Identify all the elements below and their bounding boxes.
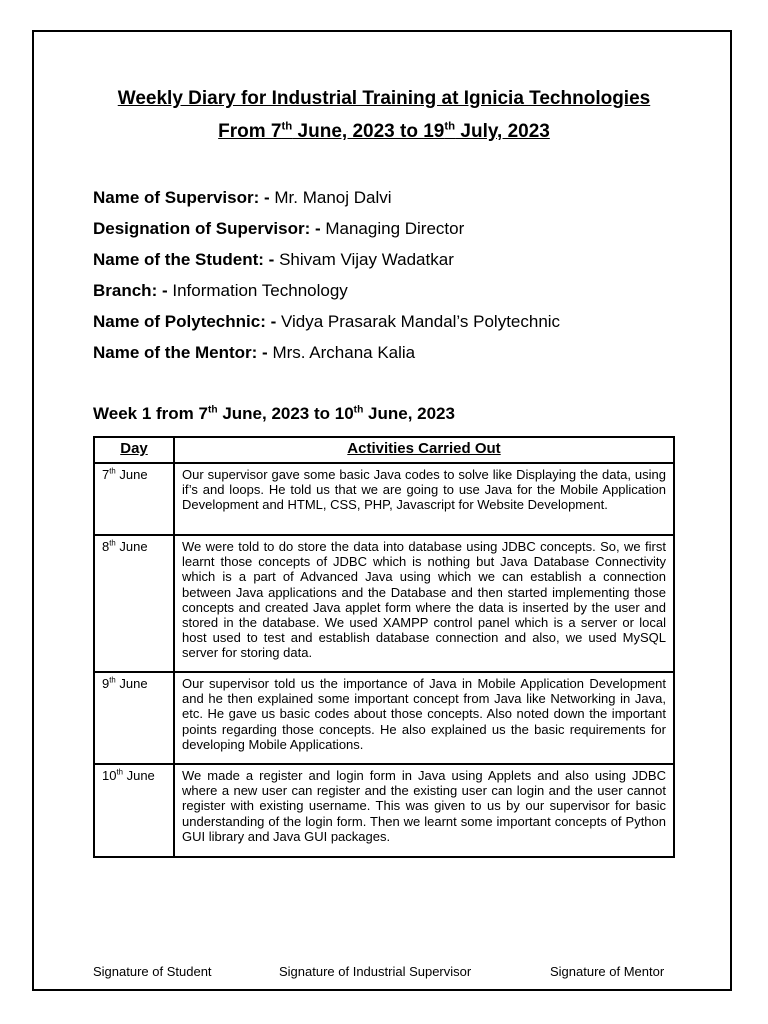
- diary-date-range: [32, 121, 736, 143]
- signature-student: Signature of Student: [93, 964, 212, 979]
- week-heading-part: Week 1 from 7: [93, 404, 208, 423]
- date-range-sup-start: th: [281, 120, 293, 133]
- day-number: 9: [102, 676, 110, 691]
- header-activities: Activities Carried Out: [174, 437, 674, 463]
- day-suffix: th: [109, 675, 116, 685]
- activity-table: [93, 436, 675, 858]
- day-number: 7: [102, 467, 110, 482]
- date-range-from: From 7: [218, 121, 282, 142]
- info-value: Shivam Vijay Wadatkar: [279, 250, 454, 269]
- week-heading-sup: th: [353, 404, 364, 416]
- day-number: 10: [102, 768, 117, 783]
- table-row: [94, 535, 674, 672]
- info-label: Name of Supervisor: -: [93, 188, 275, 207]
- week-heading-sup: th: [207, 404, 218, 416]
- activity-cell: Our supervisor gave some basic Java codes to solve like Displaying the data, using if’s and loops. He told us that we are going to use Java for the Mobile Application Development and HTML, CSS, PHP, Javascript for Website Development.: [174, 463, 674, 535]
- info-supervisor-designation: [93, 219, 464, 239]
- signature-mentor: Signature of Mentor: [550, 964, 665, 979]
- date-range-middle: June, 2023 to 19: [292, 121, 445, 142]
- activity-cell: Our supervisor told us the importance of Java in Mobile Application Development and he then explained some important concept from Java like Networking in Java, etc. He gave us basic codes about those concepts. Also noted down the important points regarding those concepts. He also explained us the basic requirements for developing Mobile Applications.: [174, 672, 674, 764]
- date-range-end: July, 2023: [455, 121, 550, 142]
- header-day: Day: [94, 437, 174, 463]
- info-value: Mr. Manoj Dalvi: [274, 188, 392, 207]
- day-cell: [94, 764, 174, 857]
- info-supervisor-name: [93, 188, 392, 208]
- day-month: June: [122, 768, 155, 783]
- day-month: June: [115, 467, 148, 482]
- week-heading: [93, 404, 455, 424]
- table-header-row: [94, 437, 674, 463]
- activity-cell: We were told to do store the data into database using JDBC concepts. So, we first learnt those concepts of JDBC which is nothing but Java Database Connectivity which is a part of Advanced Java using which we can establish a connection between Java applications and the Database and then started implementing those concepts and created Java applet form where the data is inserted by the user and stored in the database. We used XAMPP control panel which is a server or local host used to test and establish database connection and also, we used MySQL server for storing data.: [174, 535, 674, 672]
- diary-title-text: Weekly Diary for Industrial Training at Ignicia Technologies: [117, 88, 651, 109]
- info-label: Name of Polytechnic: -: [93, 312, 281, 331]
- activity-cell: We made a register and login form in Java using Applets and also using JDBC where a new user can register and the existing user can login and the user cannot register with existing username. This was given to us by our supervisor for basic understanding of the login form. Then we learnt some important concepts of Python GUI library and Java GUI packages.: [174, 764, 674, 857]
- signature-industrial-supervisor: Signature of Industrial Supervisor: [279, 964, 472, 979]
- info-branch: [93, 281, 348, 301]
- day-suffix: th: [109, 538, 116, 548]
- info-value: Mrs. Archana Kalia: [272, 343, 416, 362]
- week-heading-part: June, 2023 to 10: [217, 404, 354, 423]
- info-label: Branch: -: [93, 281, 173, 300]
- day-cell: [94, 672, 174, 764]
- day-suffix: th: [109, 466, 116, 476]
- date-range-sup-end: th: [444, 120, 456, 133]
- table-row: [94, 764, 674, 857]
- day-month: June: [115, 676, 148, 691]
- diary-title: [32, 88, 736, 110]
- info-value: Information Technology: [172, 281, 348, 300]
- day-cell: [94, 463, 174, 535]
- info-value: Managing Director: [325, 219, 465, 238]
- info-polytechnic: [93, 312, 560, 332]
- info-student-name: [93, 250, 454, 270]
- day-suffix: th: [116, 767, 123, 777]
- info-mentor-name: [93, 343, 415, 363]
- info-label: Name of the Student: -: [93, 250, 280, 269]
- day-cell: [94, 535, 174, 672]
- table-row: [94, 672, 674, 764]
- info-label: Designation of Supervisor: -: [93, 219, 326, 238]
- table-row: [94, 463, 674, 535]
- day-number: 8: [102, 539, 110, 554]
- day-month: June: [115, 539, 148, 554]
- info-value: Vidya Prasarak Mandal’s Polytechnic: [280, 312, 561, 331]
- info-label: Name of the Mentor: -: [93, 343, 273, 362]
- week-heading-part: June, 2023: [363, 404, 455, 423]
